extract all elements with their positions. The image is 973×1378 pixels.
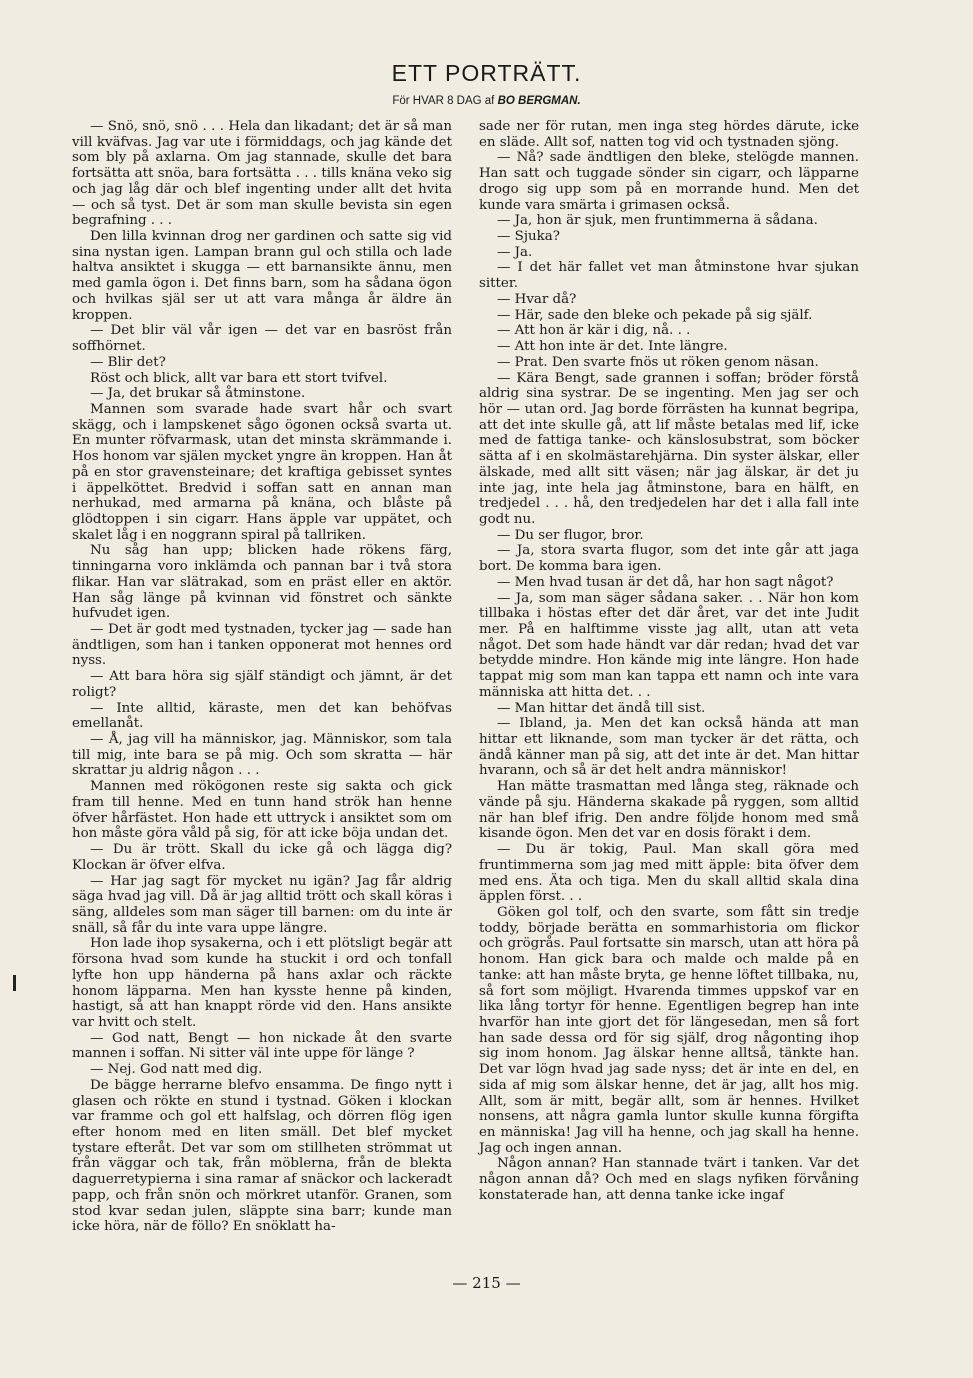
- paragraph: — God natt, Bengt — hon nickade åt den svarte mannen i soffan. Ni sitter väl inte uppe för länge ?: [72, 1030, 452, 1062]
- paragraph: — Att hon inte är det. Inte längre.: [497, 339, 728, 355]
- right-column: [479, 119, 859, 1204]
- byline-prefix: För HVAR 8 DAG af: [392, 95, 495, 107]
- paragraph: — Har jag sagt för mycket nu igän? Jag får aldrig säga hvad jag vill. Då är jag alltid trött och skall köras i säng, alldeles som man säger till barnen: om du inte är snäll, så får du inte vara uppe längre.: [72, 873, 452, 936]
- margin-mark: [13, 975, 16, 991]
- paragraph: Mannen med rökögonen reste sig sakta och gick fram till henne. Med en tunn hand strök han henne öfver hårfästet. Hon hade ett uttryck i ansiktet som om hon måste göra våld på sig, för att icke böja undan det.: [72, 779, 452, 842]
- byline: [0, 95, 973, 107]
- paragraph: — Prat. Den svarte fnös ut röken genom näsan.: [497, 354, 819, 370]
- paragraph: — Ja, hon är sjuk, men fruntimmerna ä sådana.: [497, 213, 818, 229]
- paragraph: — Kära Bengt, sade grannen i soffan; bröder förstå aldrig sina systrar. De se ingenting. Men jag ser och hör — utan ord. Jag borde förrästen ha kunnat begripa, att det inte skulle gå, att lif måste betalas med lif, icke med de fattiga tanke- och känslosubstrat, som böcker sätta af i en skolmästarehjärna. Din syster älskar, eller älskade, med allt sitt väsen; när jag älskar, är det ju inte jag, inte hela jag åtminstone, bara en hälft, en tredjedel . . . hå, den tredjedelen har det i alla fall inte godt nu.: [479, 370, 859, 527]
- paragraph: — Ja, stora svarta flugor, som det inte går att jaga bort. De komma bara igen.: [479, 543, 859, 575]
- paragraph: Han mätte trasmattan med långa steg, räknade och vände på sju. Händerna skakade på ryggen, som alltid när han blef ifrig. Den andre följde honom med små kisande ögon. Men det var en dosis förakt i dem.: [479, 779, 859, 842]
- paragraph: — Inte alltid, käraste, men det kan behöfvas emellanåt.: [72, 700, 452, 732]
- paragraph: — Ibland, ja. Men det kan också hända att man hittar ett liknande, som man tycker är det rätta, och ändå känner man på sig, att det inte är det. Man hittar hvarann, och så är det helt andra människor!: [479, 716, 859, 779]
- paragraph: — Man hittar det ändå till sist.: [497, 700, 706, 716]
- paragraph: — Ja.: [497, 244, 533, 260]
- paragraph: — Det blir väl vår igen — det var en basröst från soffhörnet.: [72, 323, 452, 355]
- paragraph: — Du är tokig, Paul. Man skall göra med fruntimmerna som jag med mitt äpple: bita öfver dem med ens. Äta och tiga. Men du skall alltid skala dina äpplen först. . .: [479, 842, 859, 905]
- paragraph: — Nej. God natt med dig.: [90, 1062, 263, 1078]
- paragraph: — Sjuka?: [497, 229, 560, 245]
- author-name: BO BERGMAN.: [497, 95, 581, 107]
- paragraph: — Hvar då?: [497, 291, 577, 307]
- paragraph: — Det är godt med tystnaden, tycker jag — sade han ändtligen, som han i tanken opponerat mot hennes ord nyss.: [72, 622, 452, 669]
- paragraph: — Å, jag vill ha människor, jag. Människor, som tala till mig, inte bara se på mig. Och som skratta — här skrattar ju aldrig någon . . .: [72, 732, 452, 779]
- paragraph: — Snö, snö, snö . . . Hela dan likadant; det är så man vill kväfvas. Jag var ute i förmiddags, och jag kände det som bly på axlarna. Om jag stannade, skulle det bara fortsätta att snöa, bara fortsätta . . . tills knäna veko sig och jag låg där och blef ingenting under allt det hvita — och så tyst. Det är som man skulle bevista sin egen begrafning . . .: [72, 119, 452, 229]
- paragraph: sade ner för rutan, men inga steg hördes därute, icke en släde. Allt sof, natten tog vid och tystnaden sjöng.: [479, 119, 859, 150]
- paragraph: — Blir det?: [90, 354, 166, 370]
- paragraph: — I det här fallet vet man åtminstone hvar sjukan sitter.: [479, 260, 859, 292]
- paragraph: Den lilla kvinnan drog ner gardinen och satte sig vid sina nystan igen. Lampan brann gul och stilla och lade haltva ansiktet i skugga — ett barnansikte ännu, men med gamla ögon i. Det finns barn, som ha sådana ögon och hvilkas själ ser ut att vara många år äldre än kroppen.: [72, 229, 452, 323]
- paragraph: — Här, sade den bleke och pekade på sig själf.: [497, 307, 813, 323]
- paragraph: — Ja, det brukar så åtminstone.: [90, 386, 306, 402]
- paragraph: Mannen som svarade hade svart hår och svart skägg, och i lampskenet sågo ögonen också svarta ut. En munter röfvarmask, utan det minsta skrämmande i. Hos honom var själen mycket yngre än kroppen. Han åt på en stor gravensteinare; det kraftiga gebisset syntes i äppelköttet. Bredvid i soffan satt en annan man nerhukad, med armarna på knäna, och blåste på glödtoppen i sin cigarr. Hans äpple var uppätet, och skalet låg i en noggrann spiral på tallriken.: [72, 401, 452, 543]
- paragraph: — Att hon är kär i dig, nå. . .: [497, 323, 691, 339]
- paragraph: Hon lade ihop sysakerna, och i ett plötsligt begär att försona hvad som kunde ha stuckit i ord och tonfall lyfte hon upp händerna på hans axlar och räckte honom läpparna. Men han kysste henne på kinden, hastigt, så att han knappt rörde vid den. Hans ansikte var hvitt och stelt.: [72, 936, 452, 1030]
- paragraph: — Du ser flugor, bror.: [497, 527, 644, 543]
- paragraph: — Nå? sade ändtligen den bleke, stelögde mannen. Han satt och tuggade sönder sin cigarr, och läpparne drogo sig upp som på en morrande hund. Men det kunde vara smärta i grimasen också.: [479, 150, 859, 213]
- paragraph: De bägge herrarne blefvo ensamma. De fingo nytt i glasen och rökte en stund i tystnad. Göken i klockan var framme och gol ett halfslag, och dörren flög igen efter honom med en liten smäll. Det blef mycket tystare efteråt. Det var som om stillheten strömmat ut från väggar och tak, från möblerna, från de blekta daguerretypierna i sina ramar af snäckor och lackeradt papp, och från snön och mörkret utanför. Granen, som stod kvar sedan julen, släppte sina barr; kunde man icke höra, när de föllo? En snöklatt ha-: [72, 1077, 452, 1235]
- paragraph: — Men hvad tusan är det då, har hon sagt något?: [497, 574, 834, 590]
- paragraph: — Du är trött. Skall du icke gå och lägga dig? Klockan är öfver elfva.: [72, 842, 452, 873]
- paragraph: Röst och blick, allt var bara ett stort tvifvel.: [90, 370, 388, 386]
- left-column: [72, 119, 452, 1235]
- paragraph: — Ja, som man säger sådana saker. . . När hon kom tillbaka i höstas efter det där året, var det inte Judit mer. På en halftimme visste jag allt, utan att veta något. Det som hade händt var där redan; hvad det var betydde mindre. Hon kände mig inte längre. Hon hade tappat mig som man kan tappa ett namn och inte vara människa att hitta det. . .: [479, 590, 859, 700]
- paragraph: — Att bara höra sig själf ständigt och jämnt, är det roligt?: [72, 669, 452, 700]
- paragraph: Någon annan? Han stannade tvärt i tanken. Var det någon annan då? Och med en slags nyfiken förvåning konstaterade han, att denna tanke icke ingaf: [479, 1156, 859, 1203]
- article-title: ETT PORTRÄTT.: [391, 60, 582, 86]
- paragraph: Göken gol tolf, och den svarte, som fått sin tredje toddy, började berätta en sommarhistoria om flickor och grögrås. Paul fortsatte sin marsch, utan att höra på honom. Han gick bara och malde och malde på en tanke: att han måste bryta, ge henne löftet tillbaka, nu, så fort som möjligt. Hvarenda timmes uppskof var en lika lång tortyr för henne. Egentligen begrep han inte hvarför han inte gjort det för längesedan, men så fort han sade dessa ord för sig själf, drog någonting ihop sig inom honom. Jag älskar henne alltså, tänkte han. Det var lögn hvad jag sade nyss; det är inte en del, en sida af mig som älskar henne, det är jag, allt hos mig. Allt, som är mitt, begär allt, som är hennes. Hvilket nonsens, att några gamla luntor skulle kunna förgifta en människa! Jag vill ha henne, och jag skall ha henne. Jag och ingen annan.: [479, 904, 859, 1156]
- page-number: — 215 —: [452, 1274, 521, 1292]
- paragraph: Nu såg han upp; blicken hade rökens färg, tinningarna voro inklämda och pannan bar i två stora flikar. Han var slätrakad, som en präst eller en aktör. Han såg länge på kvinnan vid fönstret och sänkte hufvudet igen.: [72, 543, 452, 622]
